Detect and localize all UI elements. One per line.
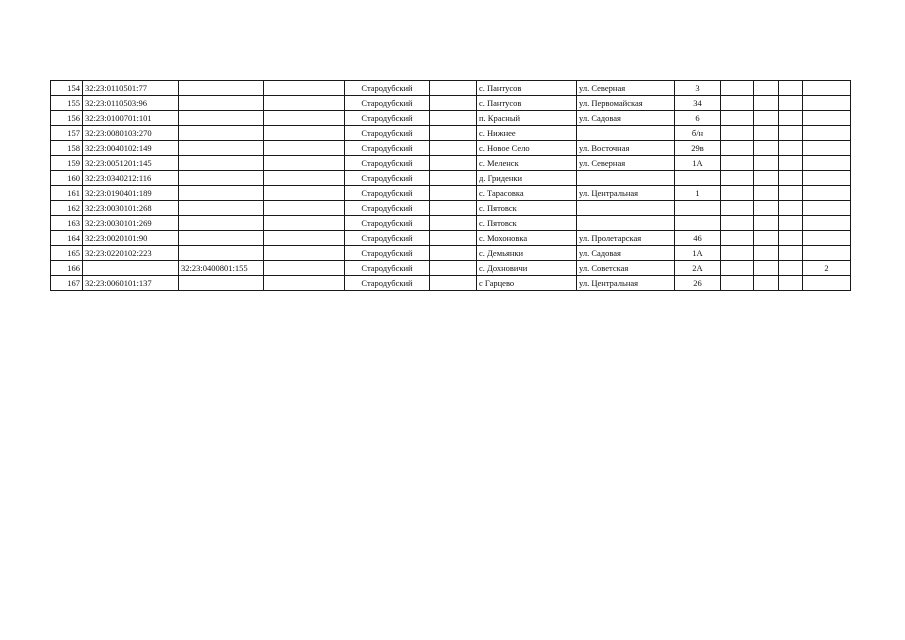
empty-cell bbox=[264, 111, 345, 126]
cadastral-number-cell: 32:23:0020101:90 bbox=[83, 231, 179, 246]
cadastral-number-cell: 32:23:0030101:268 bbox=[83, 201, 179, 216]
empty-cell bbox=[721, 126, 754, 141]
count-cell bbox=[803, 216, 851, 231]
empty-cell bbox=[721, 171, 754, 186]
empty-cell bbox=[264, 156, 345, 171]
settlement-cell: д. Гриденки bbox=[477, 171, 577, 186]
street-cell: ул. Садовая bbox=[577, 111, 675, 126]
cadastral-number-alt-cell bbox=[179, 171, 264, 186]
house-number-cell: 1 bbox=[675, 186, 721, 201]
empty-cell bbox=[430, 96, 477, 111]
empty-cell bbox=[430, 111, 477, 126]
empty-cell bbox=[754, 96, 779, 111]
count-cell bbox=[803, 186, 851, 201]
house-number-cell bbox=[675, 171, 721, 186]
empty-cell bbox=[430, 216, 477, 231]
settlement-cell: с. Пантусов bbox=[477, 96, 577, 111]
house-number-cell bbox=[675, 201, 721, 216]
count-cell bbox=[803, 171, 851, 186]
street-cell bbox=[577, 126, 675, 141]
cadastral-number-alt-cell bbox=[179, 81, 264, 96]
district-cell: Стародубский bbox=[345, 171, 430, 186]
cadastral-number-alt-cell bbox=[179, 276, 264, 291]
empty-cell bbox=[430, 156, 477, 171]
empty-cell bbox=[754, 141, 779, 156]
district-cell: Стародубский bbox=[345, 81, 430, 96]
row-number-cell: 155 bbox=[51, 96, 83, 111]
district-cell: Стародубский bbox=[345, 126, 430, 141]
cadastral-number-alt-cell bbox=[179, 111, 264, 126]
district-cell: Стародубский bbox=[345, 231, 430, 246]
empty-cell bbox=[754, 231, 779, 246]
empty-cell bbox=[721, 246, 754, 261]
house-number-cell: 1А bbox=[675, 156, 721, 171]
empty-cell bbox=[264, 246, 345, 261]
cadastral-number-cell: 32:23:0080103:270 bbox=[83, 126, 179, 141]
settlement-cell: с. Тарасовка bbox=[477, 186, 577, 201]
empty-cell bbox=[721, 81, 754, 96]
table-row bbox=[51, 246, 851, 261]
empty-cell bbox=[779, 186, 803, 201]
row-number-cell: 156 bbox=[51, 111, 83, 126]
table-body bbox=[51, 81, 851, 291]
district-cell: Стародубский bbox=[345, 201, 430, 216]
empty-cell bbox=[721, 261, 754, 276]
street-cell: ул. Северная bbox=[577, 81, 675, 96]
house-number-cell: 34 bbox=[675, 96, 721, 111]
cadastral-number-cell: 32:23:0110501:77 bbox=[83, 81, 179, 96]
settlement-cell: с. Пятовск bbox=[477, 216, 577, 231]
empty-cell bbox=[779, 156, 803, 171]
district-cell: Стародубский bbox=[345, 186, 430, 201]
cadastral-number-cell: 32:23:0220102:223 bbox=[83, 246, 179, 261]
empty-cell bbox=[264, 276, 345, 291]
table-row bbox=[51, 81, 851, 96]
empty-cell bbox=[264, 261, 345, 276]
empty-cell bbox=[721, 216, 754, 231]
cadastral-number-cell: 32:23:0060101:137 bbox=[83, 276, 179, 291]
empty-cell bbox=[754, 156, 779, 171]
table-row bbox=[51, 261, 851, 276]
house-number-cell: 6 bbox=[675, 111, 721, 126]
table-row bbox=[51, 216, 851, 231]
table-row bbox=[51, 156, 851, 171]
street-cell: ул. Северная bbox=[577, 156, 675, 171]
table-row bbox=[51, 231, 851, 246]
empty-cell bbox=[430, 186, 477, 201]
empty-cell bbox=[779, 216, 803, 231]
row-number-cell: 162 bbox=[51, 201, 83, 216]
row-number-cell: 164 bbox=[51, 231, 83, 246]
cadastral-number-alt-cell bbox=[179, 156, 264, 171]
empty-cell bbox=[430, 171, 477, 186]
empty-cell bbox=[264, 171, 345, 186]
empty-cell bbox=[721, 231, 754, 246]
street-cell: ул. Центральная bbox=[577, 186, 675, 201]
empty-cell bbox=[754, 111, 779, 126]
cadastral-number-alt-cell bbox=[179, 186, 264, 201]
empty-cell bbox=[721, 201, 754, 216]
cadastral-number-alt-cell bbox=[179, 126, 264, 141]
settlement-cell: с. Пятовск bbox=[477, 201, 577, 216]
empty-cell bbox=[779, 171, 803, 186]
cadastral-number-cell: 32:23:0190401:189 bbox=[83, 186, 179, 201]
property-registry-table bbox=[50, 80, 851, 291]
district-cell: Стародубский bbox=[345, 216, 430, 231]
empty-cell bbox=[779, 141, 803, 156]
settlement-cell: с. Меленск bbox=[477, 156, 577, 171]
row-number-cell: 165 bbox=[51, 246, 83, 261]
table-row bbox=[51, 126, 851, 141]
row-number-cell: 161 bbox=[51, 186, 83, 201]
street-cell bbox=[577, 171, 675, 186]
empty-cell bbox=[779, 201, 803, 216]
empty-cell bbox=[754, 246, 779, 261]
cadastral-number-alt-cell bbox=[179, 201, 264, 216]
cadastral-number-alt-cell bbox=[179, 231, 264, 246]
empty-cell bbox=[264, 231, 345, 246]
empty-cell bbox=[779, 261, 803, 276]
count-cell bbox=[803, 231, 851, 246]
settlement-cell: с. Мохоновка bbox=[477, 231, 577, 246]
house-number-cell: 3 bbox=[675, 81, 721, 96]
empty-cell bbox=[721, 96, 754, 111]
empty-cell bbox=[430, 201, 477, 216]
count-cell bbox=[803, 96, 851, 111]
count-cell bbox=[803, 156, 851, 171]
table-row bbox=[51, 201, 851, 216]
empty-cell bbox=[754, 261, 779, 276]
street-cell: ул. Центральная bbox=[577, 276, 675, 291]
count-cell: 2 bbox=[803, 261, 851, 276]
count-cell bbox=[803, 81, 851, 96]
district-cell: Стародубский bbox=[345, 96, 430, 111]
empty-cell bbox=[779, 246, 803, 261]
empty-cell bbox=[430, 246, 477, 261]
empty-cell bbox=[754, 276, 779, 291]
house-number-cell bbox=[675, 216, 721, 231]
street-cell bbox=[577, 201, 675, 216]
row-number-cell: 159 bbox=[51, 156, 83, 171]
table-row bbox=[51, 96, 851, 111]
house-number-cell: 26 bbox=[675, 276, 721, 291]
empty-cell bbox=[779, 111, 803, 126]
empty-cell bbox=[430, 141, 477, 156]
empty-cell bbox=[754, 216, 779, 231]
empty-cell bbox=[779, 231, 803, 246]
house-number-cell: 29в bbox=[675, 141, 721, 156]
empty-cell bbox=[721, 276, 754, 291]
empty-cell bbox=[264, 201, 345, 216]
empty-cell bbox=[754, 186, 779, 201]
settlement-cell: с. Новое Село bbox=[477, 141, 577, 156]
cadastral-number-cell: 32:23:0051201:145 bbox=[83, 156, 179, 171]
house-number-cell: 2А bbox=[675, 261, 721, 276]
cadastral-number-cell: 32:23:0030101:269 bbox=[83, 216, 179, 231]
cadastral-number-alt-cell bbox=[179, 141, 264, 156]
row-number-cell: 167 bbox=[51, 276, 83, 291]
settlement-cell: с. Демьянки bbox=[477, 246, 577, 261]
empty-cell bbox=[754, 171, 779, 186]
empty-cell bbox=[430, 81, 477, 96]
empty-cell bbox=[721, 111, 754, 126]
settlement-cell: с. Дохновичи bbox=[477, 261, 577, 276]
cadastral-number-cell bbox=[83, 261, 179, 276]
cadastral-number-alt-cell bbox=[179, 216, 264, 231]
district-cell: Стародубский bbox=[345, 156, 430, 171]
cadastral-number-cell: 32:23:0340212:116 bbox=[83, 171, 179, 186]
empty-cell bbox=[779, 81, 803, 96]
empty-cell bbox=[264, 216, 345, 231]
street-cell: ул. Советская bbox=[577, 261, 675, 276]
count-cell bbox=[803, 201, 851, 216]
empty-cell bbox=[264, 126, 345, 141]
empty-cell bbox=[430, 276, 477, 291]
street-cell bbox=[577, 216, 675, 231]
empty-cell bbox=[721, 156, 754, 171]
house-number-cell: б/н bbox=[675, 126, 721, 141]
row-number-cell: 160 bbox=[51, 171, 83, 186]
cadastral-number-cell: 32:23:0040102:149 bbox=[83, 141, 179, 156]
count-cell bbox=[803, 141, 851, 156]
house-number-cell: 1А bbox=[675, 246, 721, 261]
table-row bbox=[51, 111, 851, 126]
row-number-cell: 157 bbox=[51, 126, 83, 141]
district-cell: Стародубский bbox=[345, 276, 430, 291]
empty-cell bbox=[754, 126, 779, 141]
count-cell bbox=[803, 111, 851, 126]
empty-cell bbox=[430, 126, 477, 141]
cadastral-number-alt-cell bbox=[179, 96, 264, 111]
count-cell bbox=[803, 246, 851, 261]
settlement-cell: с. Пантусов bbox=[477, 81, 577, 96]
settlement-cell: п. Красный bbox=[477, 111, 577, 126]
house-number-cell: 46 bbox=[675, 231, 721, 246]
empty-cell bbox=[430, 231, 477, 246]
count-cell bbox=[803, 126, 851, 141]
table-row bbox=[51, 171, 851, 186]
district-cell: Стародубский bbox=[345, 246, 430, 261]
empty-cell bbox=[430, 261, 477, 276]
table-row bbox=[51, 276, 851, 291]
empty-cell bbox=[779, 96, 803, 111]
empty-cell bbox=[264, 96, 345, 111]
row-number-cell: 166 bbox=[51, 261, 83, 276]
empty-cell bbox=[721, 141, 754, 156]
table-row bbox=[51, 141, 851, 156]
count-cell bbox=[803, 276, 851, 291]
district-cell: Стародубский bbox=[345, 111, 430, 126]
empty-cell bbox=[264, 81, 345, 96]
empty-cell bbox=[264, 141, 345, 156]
cadastral-number-alt-cell bbox=[179, 246, 264, 261]
street-cell: ул. Пролетарская bbox=[577, 231, 675, 246]
empty-cell bbox=[721, 186, 754, 201]
street-cell: ул. Восточная bbox=[577, 141, 675, 156]
empty-cell bbox=[779, 276, 803, 291]
row-number-cell: 154 bbox=[51, 81, 83, 96]
table-row bbox=[51, 186, 851, 201]
cadastral-number-cell: 32:23:0110503:96 bbox=[83, 96, 179, 111]
settlement-cell: с. Нижнее bbox=[477, 126, 577, 141]
cadastral-number-cell: 32:23:0100701:101 bbox=[83, 111, 179, 126]
district-cell: Стародубский bbox=[345, 261, 430, 276]
empty-cell bbox=[754, 81, 779, 96]
settlement-cell: с Гарцево bbox=[477, 276, 577, 291]
empty-cell bbox=[264, 186, 345, 201]
row-number-cell: 163 bbox=[51, 216, 83, 231]
cadastral-number-alt-cell: 32:23:0400801:155 bbox=[179, 261, 264, 276]
empty-cell bbox=[754, 201, 779, 216]
street-cell: ул. Первомайская bbox=[577, 96, 675, 111]
street-cell: ул. Садовая bbox=[577, 246, 675, 261]
district-cell: Стародубский bbox=[345, 141, 430, 156]
row-number-cell: 158 bbox=[51, 141, 83, 156]
empty-cell bbox=[779, 126, 803, 141]
